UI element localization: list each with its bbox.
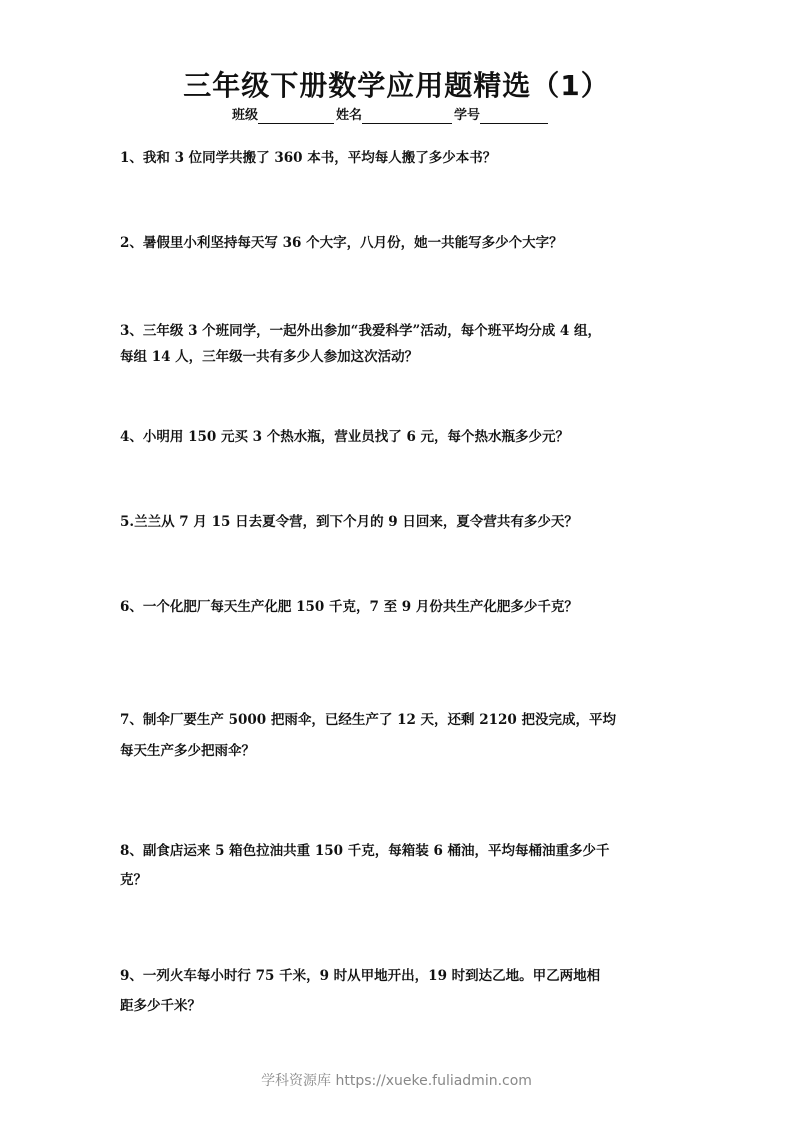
question-text-continued: 距多少千米？ xyxy=(120,998,201,1014)
question-6 xyxy=(120,597,680,617)
question-text: 7、制伞厂要生产 5000 把雨伞，已经生产了 12 天，还剩 2120 把没完成，平均 xyxy=(120,712,617,728)
class-label: 班级 xyxy=(232,108,259,123)
question-text-continued: 克？ xyxy=(120,872,147,888)
question-text: 2、暑假里小利坚持每天写 36 个大字，八月份，她一共能写多少个大字？ xyxy=(120,235,563,251)
page-title: 三年级下册数学应用题精选（1） xyxy=(183,69,610,102)
question-3 xyxy=(120,318,680,370)
name-label: 姓名 xyxy=(336,108,363,123)
question-7 xyxy=(120,705,680,767)
question-text: 8、副食店运来 5 箱色拉油共重 150 千克，每箱装 6 桶油，平均每桶油重多少千 xyxy=(120,843,610,859)
question-1 xyxy=(120,148,680,168)
question-text: 4、小明用 150 元买 3 个热水瓶，营业员找了 6 元，每个热水瓶多少元？ xyxy=(120,429,570,445)
question-text-continued: 每组 14 人，三年级一共有多少人参加这次活动？ xyxy=(120,349,419,365)
name-blank[interactable] xyxy=(362,108,452,124)
question-2 xyxy=(120,233,680,253)
question-text: 6、一个化肥厂每天生产化肥 150 千克，7 至 9 月份共生产化肥多少千克？ xyxy=(120,599,578,615)
number-label: 学号 xyxy=(454,108,481,123)
question-4 xyxy=(120,427,680,447)
footer-source: 学科资源库 https://xueke.fuliadmin.com xyxy=(261,1073,532,1089)
question-text: 3、三年级 3 个班同学，一起外出参加“我爱科学”活动，每个班平均分成 4 组， xyxy=(120,323,602,339)
question-text-continued: 每天生产多少把雨伞？ xyxy=(120,743,255,759)
question-9 xyxy=(120,961,680,1021)
question-8 xyxy=(120,837,680,895)
question-text: 9、一列火车每小时行 75 千米，9 时从甲地开出，19 时到达乙地。甲乙两地相 xyxy=(120,968,601,984)
student-info-row xyxy=(232,106,550,124)
class-blank[interactable] xyxy=(258,108,334,124)
question-text: 5.兰兰从 7 月 15 日去夏令营，到下个月的 9 日回来，夏令营共有多少天？ xyxy=(120,514,578,530)
question-5 xyxy=(120,512,680,532)
number-blank[interactable] xyxy=(480,108,548,124)
question-text: 1、我和 3 位同学共搬了 360 本书，平均每人搬了多少本书？ xyxy=(120,150,497,166)
